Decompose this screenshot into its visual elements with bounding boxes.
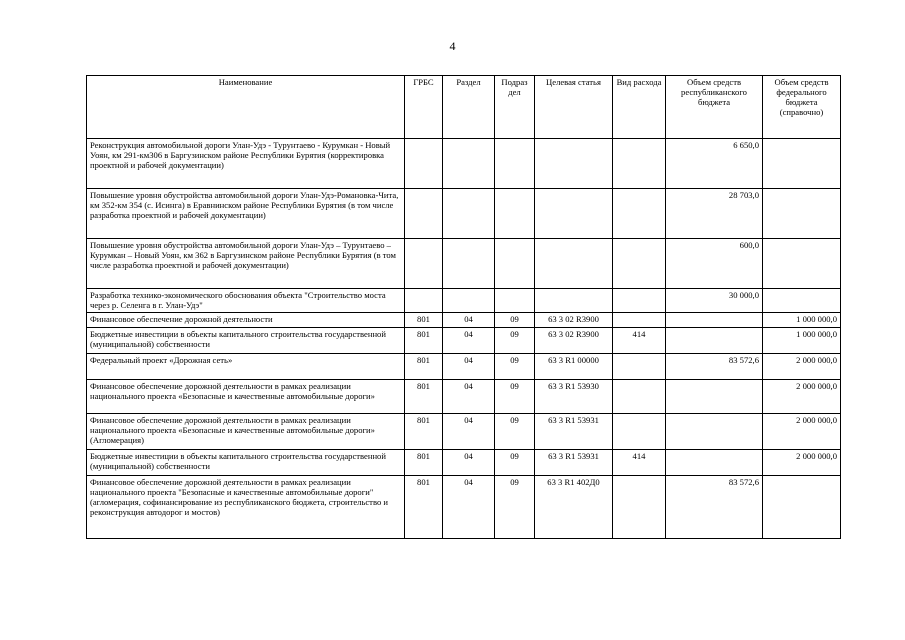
row-target-article — [535, 189, 613, 239]
row-republican-amount: 83 572,6 — [666, 476, 763, 539]
header-name: Наименование — [87, 76, 405, 139]
row-republican-amount — [666, 328, 763, 354]
row-republican-amount: 30 000,0 — [666, 289, 763, 313]
table-row — [87, 289, 841, 313]
row-podrazdel — [495, 239, 535, 289]
table-row — [87, 139, 841, 189]
row-target-article: 63 3 R1 53931 — [535, 450, 613, 476]
row-expense-type: 414 — [613, 450, 666, 476]
row-federal-amount — [763, 289, 841, 313]
row-grbs — [405, 239, 443, 289]
table-header-row — [87, 76, 841, 139]
row-expense-type — [613, 239, 666, 289]
row-federal-amount: 2 000 000,0 — [763, 354, 841, 380]
table-row — [87, 354, 841, 380]
row-expense-type — [613, 289, 666, 313]
row-name: Финансовое обеспечение дорожной деятельности в рамках реализации национального проекта "Безопасные и качественные автомобильные дороги" (агломерация, софинансирование из республиканского бюджета, строительство и реконструкция автодорог и мостов) — [87, 476, 405, 539]
row-grbs: 801 — [405, 414, 443, 450]
row-federal-amount: 1 000 000,0 — [763, 313, 841, 328]
table-row — [87, 328, 841, 354]
row-target-article: 63 3 R1 53930 — [535, 380, 613, 414]
row-name: Федеральный проект «Дорожная сеть» — [87, 354, 405, 380]
row-federal-amount: 2 000 000,0 — [763, 414, 841, 450]
row-republican-amount: 83 572,6 — [666, 354, 763, 380]
row-expense-type — [613, 380, 666, 414]
row-federal-amount: 2 000 000,0 — [763, 450, 841, 476]
row-expense-type — [613, 139, 666, 189]
header-republican-budget: Объем средств республиканского бюджета — [666, 76, 763, 139]
row-republican-amount — [666, 313, 763, 328]
row-razdel: 04 — [443, 380, 495, 414]
row-razdel: 04 — [443, 354, 495, 380]
row-name: Разработка технико-экономического обоснования объекта "Строительство моста через р. Селенга в г. Улан-Удэ" — [87, 289, 405, 313]
row-grbs: 801 — [405, 450, 443, 476]
row-republican-amount — [666, 414, 763, 450]
row-grbs — [405, 189, 443, 239]
row-razdel: 04 — [443, 313, 495, 328]
row-grbs: 801 — [405, 354, 443, 380]
row-target-article — [535, 289, 613, 313]
row-podrazdel: 09 — [495, 414, 535, 450]
row-razdel — [443, 239, 495, 289]
row-expense-type — [613, 313, 666, 328]
row-podrazdel — [495, 289, 535, 313]
row-podrazdel — [495, 139, 535, 189]
row-target-article: 63 3 R1 00000 — [535, 354, 613, 380]
budget-table — [86, 75, 841, 539]
row-razdel: 04 — [443, 476, 495, 539]
row-target-article: 63 3 02 R3900 — [535, 328, 613, 354]
table-row — [87, 380, 841, 414]
row-podrazdel: 09 — [495, 328, 535, 354]
row-republican-amount: 6 650,0 — [666, 139, 763, 189]
table-row — [87, 239, 841, 289]
row-target-article: 63 3 02 R3900 — [535, 313, 613, 328]
row-republican-amount — [666, 450, 763, 476]
row-federal-amount: 1 000 000,0 — [763, 328, 841, 354]
row-name: Повышение уровня обустройства автомобильной дороги Улан-Удэ – Турунтаево – Курумкан – Новый Уоян, км 362 в Баргузинском районе Республики Бурятия (в том числе разработка проектной и рабочей документации) — [87, 239, 405, 289]
row-expense-type: 414 — [613, 328, 666, 354]
table-row — [87, 476, 841, 539]
table-row — [87, 189, 841, 239]
row-razdel — [443, 189, 495, 239]
row-name: Финансовое обеспечение дорожной деятельности в рамках реализации национального проекта «Безопасные и качественные автомобильные дороги» (Агломерация) — [87, 414, 405, 450]
row-federal-amount — [763, 189, 841, 239]
row-razdel: 04 — [443, 328, 495, 354]
table-row — [87, 450, 841, 476]
header-podrazdel: Подраз дел — [495, 76, 535, 139]
row-razdel — [443, 289, 495, 313]
row-podrazdel: 09 — [495, 450, 535, 476]
table-row — [87, 414, 841, 450]
row-expense-type — [613, 189, 666, 239]
row-podrazdel: 09 — [495, 313, 535, 328]
row-grbs: 801 — [405, 313, 443, 328]
header-grbs: ГРБС — [405, 76, 443, 139]
row-expense-type — [613, 476, 666, 539]
row-podrazdel: 09 — [495, 354, 535, 380]
row-name: Финансовое обеспечение дорожной деятельности — [87, 313, 405, 328]
row-name: Бюджетные инвестиции в объекты капитального строительства государственной (муниципальной) собственности — [87, 328, 405, 354]
row-republican-amount — [666, 380, 763, 414]
page-number: 4 — [449, 39, 456, 53]
row-razdel — [443, 139, 495, 189]
row-podrazdel: 09 — [495, 380, 535, 414]
row-expense-type — [613, 354, 666, 380]
row-grbs — [405, 139, 443, 189]
row-federal-amount — [763, 476, 841, 539]
row-podrazdel: 09 — [495, 476, 535, 539]
row-republican-amount: 600,0 — [666, 239, 763, 289]
row-podrazdel — [495, 189, 535, 239]
row-name: Повышение уровня обустройства автомобильной дороги Улан-Удэ-Романовка-Чита, км 352-км 354 (с. Исинга) в Еравнинском районе Республики Бурятия (в том числе разработка проектной и рабочей документации) — [87, 189, 405, 239]
row-name: Финансовое обеспечение дорожной деятельности в рамках реализации национального проекта «Безопасные и качественные автомобильные дороги» — [87, 380, 405, 414]
row-target-article: 63 3 R1 53931 — [535, 414, 613, 450]
header-target-article: Целевая статья — [535, 76, 613, 139]
row-expense-type — [613, 414, 666, 450]
header-expense-type: Вид расхода — [613, 76, 666, 139]
row-republican-amount: 28 703,0 — [666, 189, 763, 239]
row-razdel: 04 — [443, 414, 495, 450]
row-name: Бюджетные инвестиции в объекты капитального строительства государственной (муниципальной) собственности — [87, 450, 405, 476]
header-razdel: Раздел — [443, 76, 495, 139]
row-grbs: 801 — [405, 328, 443, 354]
row-grbs: 801 — [405, 380, 443, 414]
row-target-article: 63 3 R1 402Д0 — [535, 476, 613, 539]
row-name: Реконструкция автомобильной дороги Улан-Удэ - Турунтаево - Курумкан - Новый Уоян, км 291-км306 в Баргузинском районе Республики Бурятия (корректировка проектной и рабочей документации) — [87, 139, 405, 189]
row-target-article — [535, 239, 613, 289]
table-row — [87, 313, 841, 328]
row-grbs: 801 — [405, 476, 443, 539]
row-grbs — [405, 289, 443, 313]
header-federal-budget: Объем средств федерального бюджета (справочно) — [763, 76, 841, 139]
row-federal-amount — [763, 239, 841, 289]
row-target-article — [535, 139, 613, 189]
row-federal-amount — [763, 139, 841, 189]
row-razdel: 04 — [443, 450, 495, 476]
row-federal-amount: 2 000 000,0 — [763, 380, 841, 414]
